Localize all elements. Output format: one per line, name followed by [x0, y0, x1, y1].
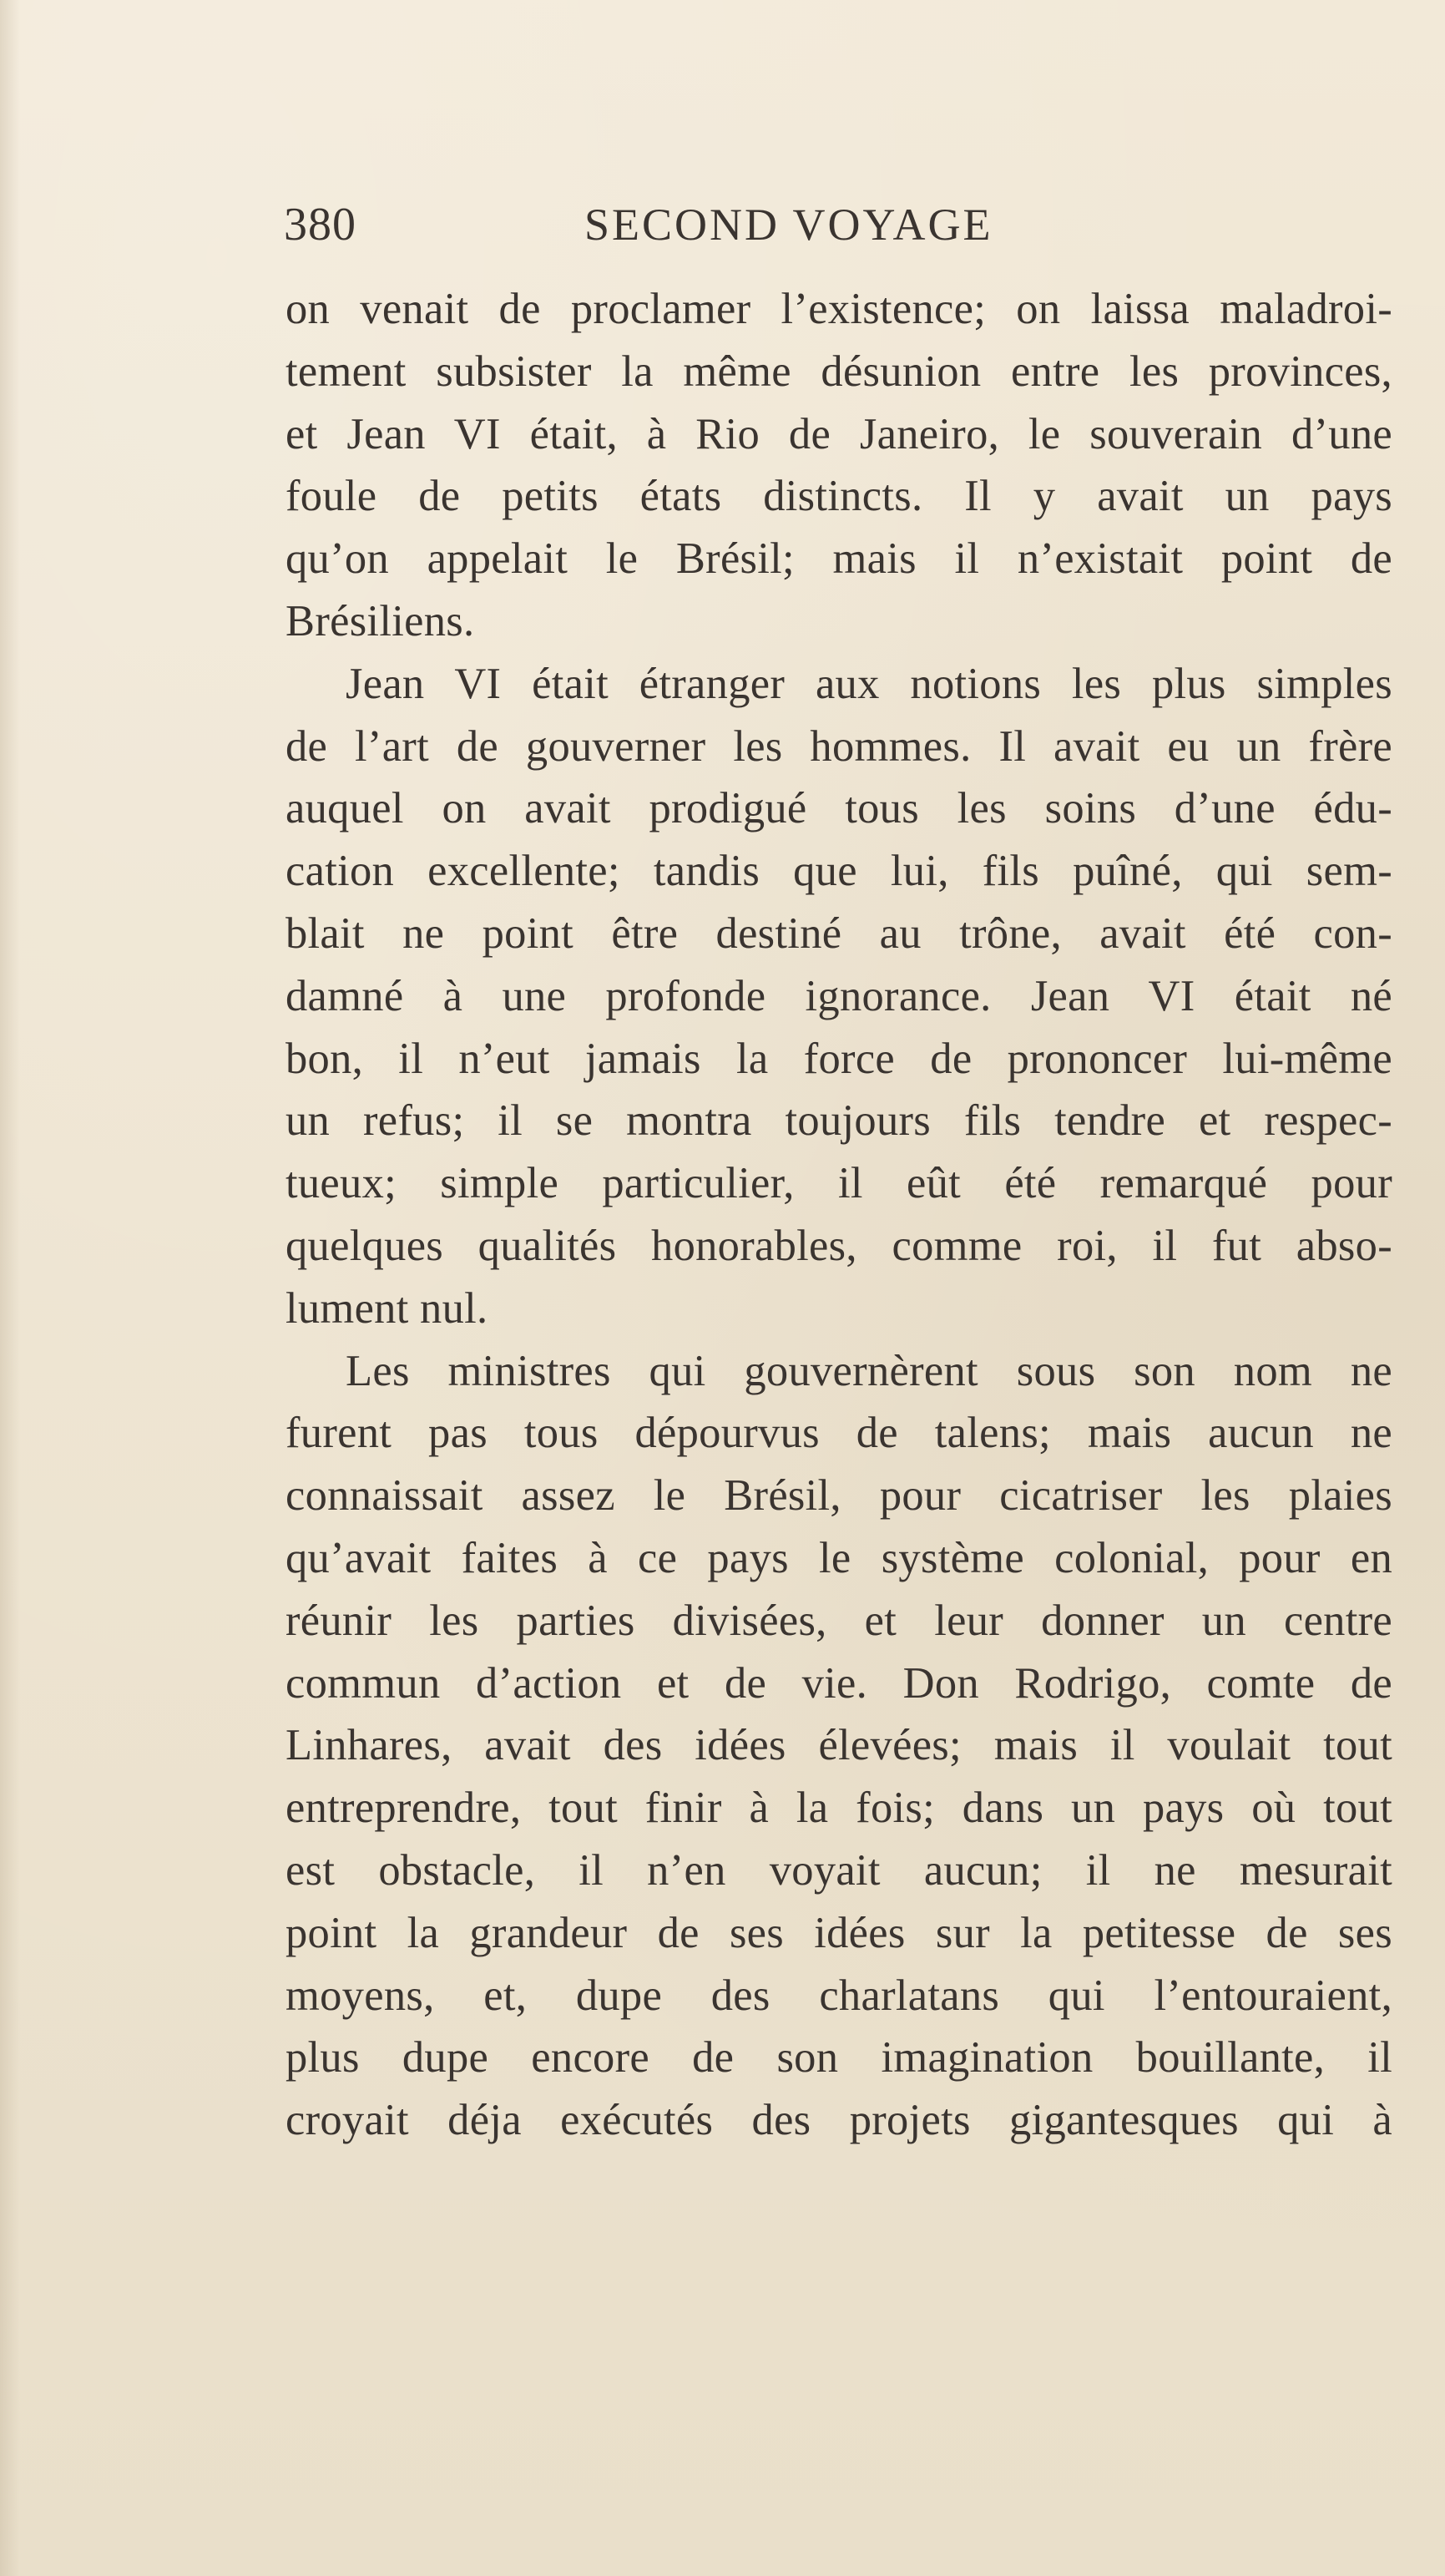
text-line: Les ministres qui gouvernèrent sous son nom ne [346, 1346, 1392, 1395]
text-line: commun d’action et de vie. Don Rodrigo, comte de [285, 1658, 1392, 1708]
paragraph [285, 278, 1392, 653]
text-line: on venait de proclamer l’existence; on laissa maladroi- [285, 285, 1392, 333]
body-text [285, 278, 1392, 2152]
text-line: quelques qualités honorables, comme roi, il fut abso- [285, 1221, 1392, 1270]
text-line: Jean VI était étranger aux notions les plus simples [346, 659, 1392, 708]
page-edge-shadow [0, 0, 20, 2576]
paragraph [285, 1340, 1392, 2152]
text-line: réunir les parties divisées, et leur donner un centre [285, 1596, 1392, 1645]
text-line: plus dupe encore de son imagination bouillante, il [285, 2033, 1392, 2083]
page-number: 380 [284, 199, 356, 251]
text-line: moyens, et, dupe des charlatans qui l’entouraient, [285, 1971, 1392, 2020]
text-line: un refus; il se montra toujours fils tendre et respec- [285, 1096, 1392, 1146]
text-line: entreprendre, tout finir à la fois; dans un pays où tout [285, 1784, 1392, 1833]
text-line: point la grandeur de ses idées sur la petitesse de ses [285, 1908, 1392, 1957]
text-line: connaissait assez le Brésil, pour cicatriser les plaies [285, 1471, 1392, 1521]
text-line: damné à une profonde ignorance. Jean VI était né [285, 971, 1392, 1020]
text-line: Brésiliens. [285, 596, 475, 645]
text-line: qu’avait faites à ce pays le système colonial, pour en [285, 1533, 1392, 1582]
text-line: de l’art de gouverner les hommes. Il avait eu un frère [285, 721, 1392, 771]
text-line: tement subsister la même désunion entre les provinces, [285, 347, 1392, 396]
text-line: cation excellente; tandis que lui, fils puîné, qui sem- [285, 847, 1392, 896]
text-line: Linhares, avait des idées élevées; mais il voulait tout [285, 1721, 1392, 1770]
text-line: bon, il n’eut jamais la force de prononcer lui-même [285, 1034, 1392, 1083]
text-line: tueux; simple particulier, il eût été remarqué pour [285, 1159, 1392, 1208]
text-line: lument nul. [285, 1283, 488, 1333]
text-line: est obstacle, il n’en voyait aucun; il ne mesurait [285, 1845, 1392, 1895]
paragraph [285, 653, 1392, 1340]
text-line: croyait déja exécutés des projets gigantesques qui à [285, 2096, 1392, 2145]
text-line: qu’on appelait le Brésil; mais il n’existait point de [285, 534, 1392, 584]
text-line: blait ne point être destiné au trône, avait été con- [285, 908, 1392, 958]
text-line: furent pas tous dépourvus de talens; mais aucun ne [285, 1409, 1392, 1458]
text-line: auquel on avait prodigué tous les soins d’une édu- [285, 784, 1392, 833]
page-header [284, 195, 1094, 254]
text-line: foule de petits états distincts. Il y avait un pays [285, 472, 1392, 521]
running-head: SECOND VOYAGE [584, 200, 993, 250]
text-line: et Jean VI était, à Rio de Janeiro, le souverain d’une [285, 409, 1392, 458]
